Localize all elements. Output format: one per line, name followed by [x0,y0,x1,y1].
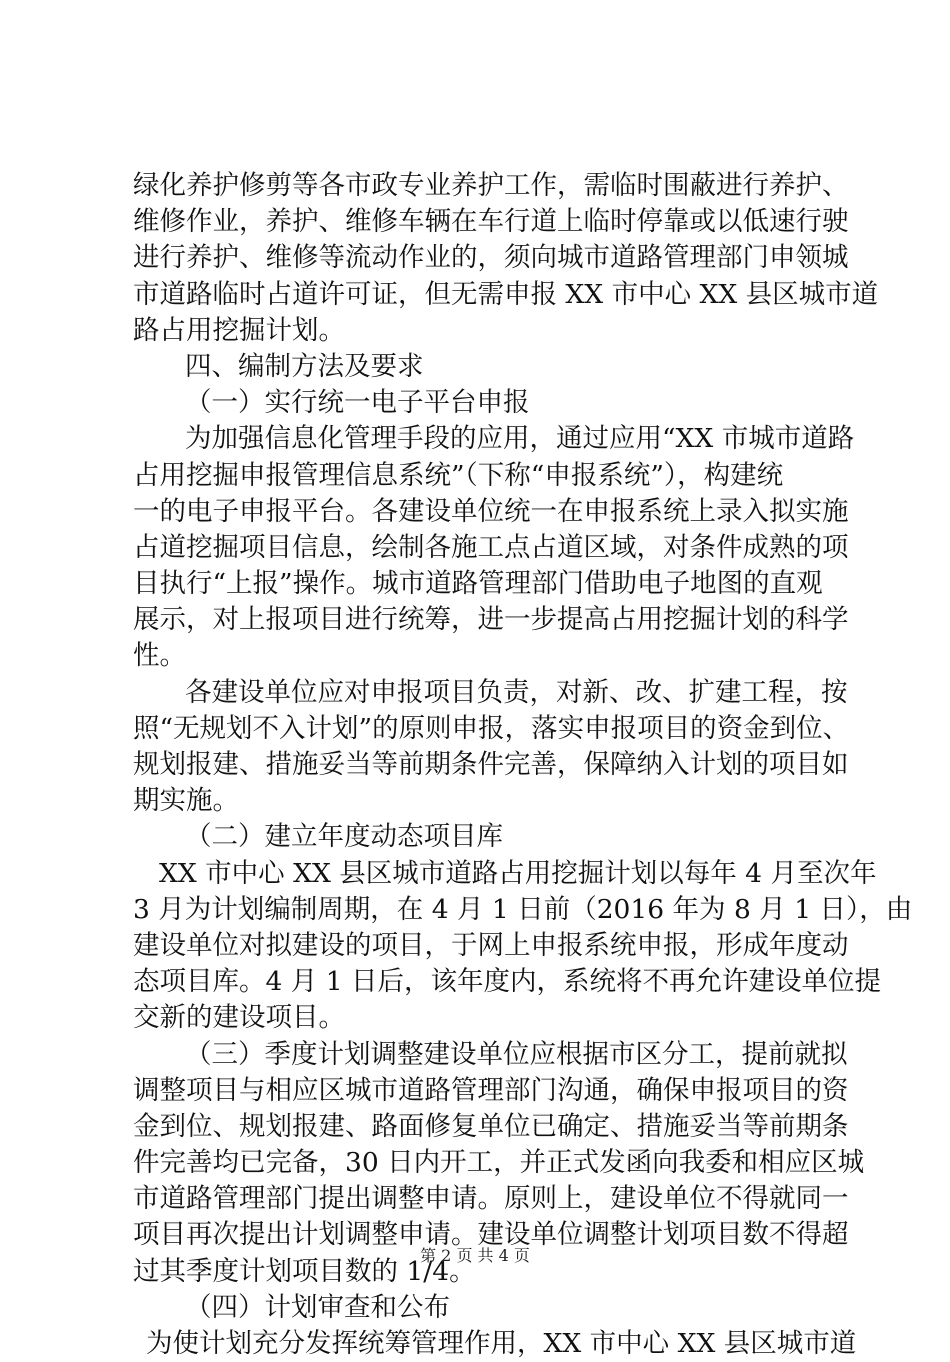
document-body [133,168,913,1362]
subsection-heading: （三）季度计划调整建设单位应根据市区分工，提前就拟 [185,1038,848,1070]
text-line: 项目再次提出计划调整申请。建设单位调整计划项目数不得超 [133,1219,849,1251]
page-number-footer: 第 2 页 共 4 页 [420,1246,530,1265]
paragraph-first-line: 各建设单位应对申报项目负责，对新、改、扩建工程，按 [185,676,848,708]
paragraph-first-line: 为使计划充分发挥统筹管理作用，XX 市中心 XX 县区城市道 [146,1328,857,1359]
text-line: 规划报建、措施妥当等前期条件完善，保障纳入计划的项目如 [133,749,849,780]
subsection-heading: （四）计划审查和公布 [185,1291,450,1323]
text-line: 展示，对上报项目进行统筹，进一步提高占用挖掘计划的科学 [133,604,849,636]
text-line: 件完善均已完备，30 日内开工，并正式发函向我委和相应区城 [133,1147,865,1179]
text-line: 期实施。 [133,785,239,817]
text-line: 目执行“上报”操作。城市道路管理部门借助电子地图的直观 [133,568,823,600]
text-line: 占道挖掘项目信息，绘制各施工点占道区域，对条件成熟的项 [133,531,849,563]
text-line: 市道路管理部门提出调整申请。原则上，建设单位不得就同一 [133,1183,849,1215]
text-line: 建设单位对拟建设的项目，于网上申报系统申报，形成年度动 [133,929,849,961]
text-line: 占用挖掘申报管理信息系统”（下称“申报系统”），构建统 [133,459,784,491]
text-line: 进行养护、维修等流动作业的，须向城市道路管理部门申领城 [133,242,849,274]
text-line: 3 月为计划编制周期，在 4 月 1 日前（2016 年为 8 月 1 日），由 [133,893,913,925]
text-line: 交新的建设项目。 [133,1002,345,1034]
text-line: 绿化养护修剪等各市政专业养护工作，需临时围蔽进行养护、 [133,170,849,201]
text-line: 路占用挖掘计划。 [133,314,345,346]
text-line: 过其季度计划项目数的 1/4。 [133,1255,476,1287]
text-line: 照“无规划不入计划”的原则申报，落实申报项目的资金到位、 [133,712,850,744]
subsection-heading: （二）建立年度动态项目库 [185,821,503,853]
paragraph-first-line: 为加强信息化管理手段的应用，通过应用“XX 市城市道路 [185,423,855,455]
paragraph-first-line: XX 市中心 XX 县区城市道路占用挖掘计划以每年 4 月至次年 [159,857,877,889]
text-line: 调整项目与相应区城市道路管理部门沟通，确保申报项目的资 [133,1074,849,1106]
text-line: 市道路临时占道许可证，但无需申报 XX 市中心 XX 县区城市道 [133,278,879,310]
text-line: 一的电子申报平台。各建设单位统一在申报系统上录入拟实施 [133,495,849,527]
text-line: 态项目库。4 月 1 日后，该年度内，系统将不再允许建设单位提 [133,966,881,998]
subsection-heading: （一）实行统一电子平台申报 [185,387,530,419]
text-line: 维修作业，养护、维修车辆在车行道上临时停靠或以低速行驶 [133,206,849,238]
text-line: 性。 [133,640,186,672]
section-heading: 四、编制方法及要求 [185,350,424,382]
text-line: 金到位、规划报建、路面修复单位已确定、措施妥当等前期条 [133,1110,849,1142]
